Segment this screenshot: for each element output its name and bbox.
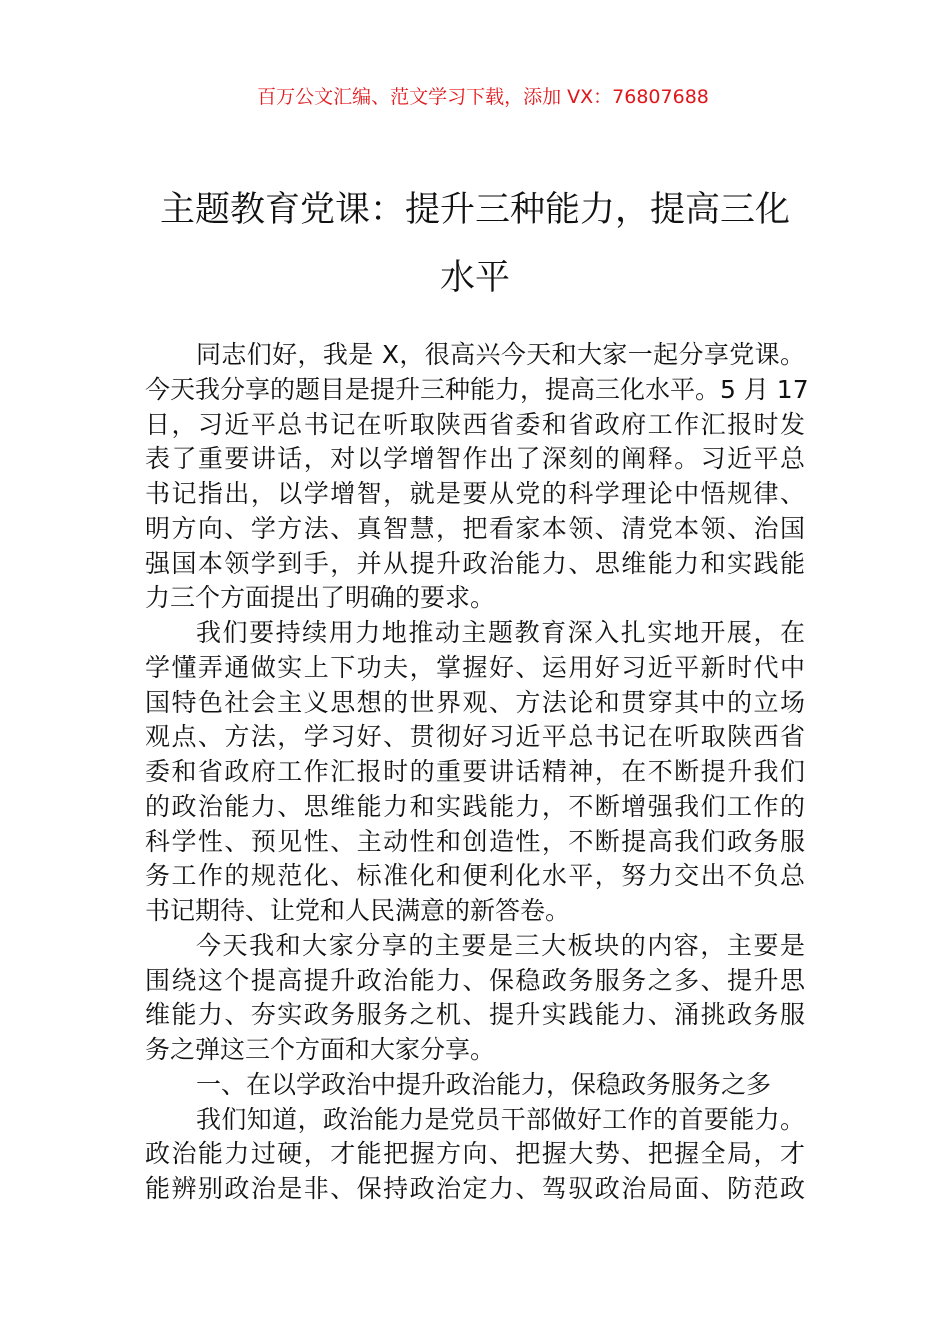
section-heading: 一、在以学政治中提升政治能力，保稳政务服务之多 (196, 1069, 772, 1099)
paragraph-line: 能辨别政治是非、保持政治定力、驾驭政治局面、防范政 (145, 1174, 805, 1203)
title-line: 水平 (439, 258, 510, 298)
paragraph-line: 力三个方面提出了明确的要求。 (145, 583, 496, 613)
paragraph-line: 今天我和大家分享的主要是三大板块的内容，主要是 (196, 930, 805, 960)
paragraph-line: 我们要持续用力地推动主题教育深入扎实地开展，在 (196, 618, 805, 647)
paragraph-line: 书记指出，以学增智，就是要从党的科学理论中悟规律、 (145, 479, 805, 508)
paragraph-line: 明方向、学方法、真智慧，把看家本领、清党本领、治国 (145, 513, 805, 543)
paragraph-line: 务之弹这三个方面和大家分享。 (145, 1035, 496, 1064)
watermark-header: 百万公文汇编、范文学习下载，添加 VX：76807688 (257, 86, 709, 108)
paragraph-line: 务工作的规范化、标准化和便利化水平，努力交出不负总 (145, 861, 805, 891)
paragraph-line: 表了重要讲话，对以学增智作出了深刻的阐释。习近平总 (145, 444, 805, 474)
paragraph-line: 同志们好，我是 X，很高兴今天和大家一起分享党课。 (196, 340, 805, 369)
paragraph-line: 书记期待、让党和人民满意的新答卷。 (145, 896, 571, 925)
document-title (145, 176, 805, 312)
paragraph-line: 观点、方法，学习好、贯彻好习近平总书记在听取陕西省 (145, 722, 805, 752)
paragraph-line: 的政治能力、思维能力和实践能力，不断增强我们工作的 (145, 791, 805, 821)
paragraph-line: 科学性、预见性、主动性和创造性，不断提高我们政务服 (145, 826, 805, 856)
paragraph-line: 今天我分享的题目是提升三种能力，提高三化水平。5 月 17 (145, 374, 809, 404)
paragraph-line: 政治能力过硬，才能把握方向、把握大势、把握全局，才 (145, 1139, 805, 1169)
paragraph-line: 国特色社会主义思想的世界观、方法论和贯穿其中的立场 (145, 687, 805, 717)
title-line: 主题教育党课：提升三种能力，提高三化 (159, 190, 790, 230)
paragraph-line: 强国本领学到手，并从提升政治能力、思维能力和实践能 (145, 548, 805, 578)
paragraph-line: 维能力、夯实政务服务之机、提升实践能力、涌挑政务服 (145, 1000, 805, 1030)
paragraph-line: 我们知道，政治能力是党员干部做好工作的首要能力。 (196, 1104, 805, 1134)
document-body (145, 338, 809, 1207)
paragraph-line: 围绕这个提高提升政治能力、保稳政务服务之多、提升思 (145, 965, 805, 995)
paragraph-line: 日，习近平总书记在听取陕西省委和省政府工作汇报时发 (145, 409, 805, 439)
paragraph-line: 学懂弄通做实上下功夫，掌握好、运用好习近平新时代中 (145, 652, 805, 682)
paragraph-line: 委和省政府工作汇报时的重要讲话精神，在不断提升我们 (145, 757, 805, 786)
